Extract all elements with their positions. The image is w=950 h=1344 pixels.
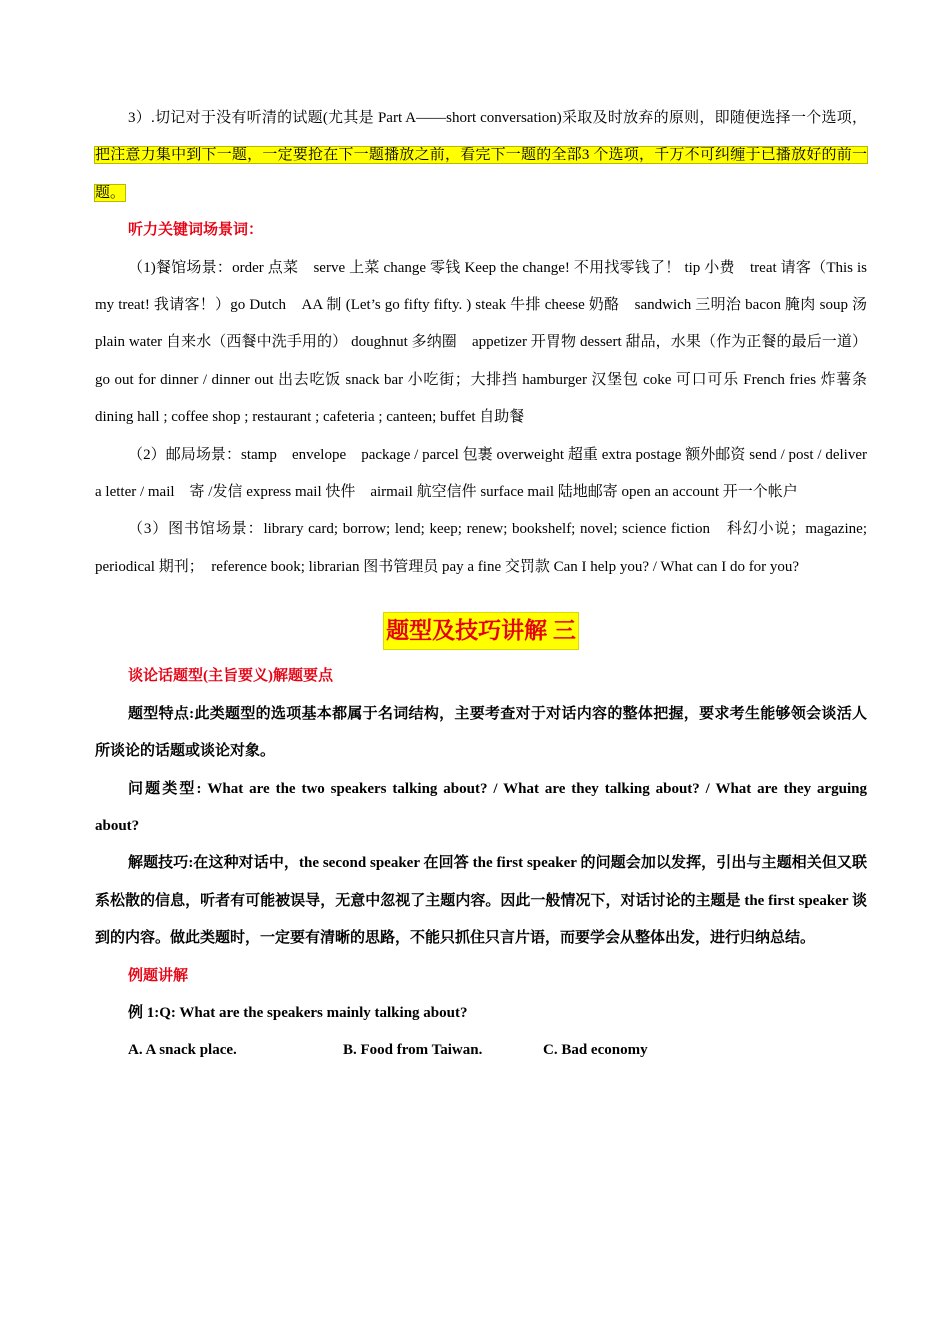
option-a: A. A snack place. (128, 1042, 237, 1059)
question-types: 问题类型: What are the two speakers talking about? / What are they talking about? / What are they arguing about? (95, 780, 867, 834)
question-features: 题型特点:此类题型的选项基本都属于名词结构，主要考查对于对话内容的整体把握，要求考生能够领会谈活人所谈论的话题或谈论对象。 (95, 705, 867, 760)
tip-highlight: 把注意力集中到下一题，一定要抢在下一题播放之前，看完下一题的全部3 个选项，千万不可纠缠于已播放好的前一题。 (95, 147, 867, 201)
tip-text: 3）.切记对于没有听清的试题(尤其是 Part A——short conversation)采取及时放弃的原则，即随便选择一个选项， (128, 110, 867, 126)
tip-paragraph-3 (95, 100, 867, 212)
example-question: 例 1:Q: What are the speakers mainly talking about? (128, 1004, 468, 1021)
section-title: 题型及技巧讲解 三 (383, 612, 579, 650)
section-title-box (95, 612, 867, 652)
section-subhead: 谈论话题型(主旨要义)解题要点 (128, 668, 333, 685)
vocab-restaurant: （1)餐馆场景：order 点菜 serve 上菜 change 零钱 Keep the change! 不用找零钱了！ tip 小费 treat 请客（This is my treat! 我请客！）go Dutch AA 制 (Let’s go fifty fifty. ) steak 牛排 cheese 奶酪 sandwich 三明治 bacon 腌肉 soup 汤 plain water 自来水（西餐中洗手用的） doughnut 多纳圈 appetizer 开胃物 dessert 甜品，水果（作为正餐的最后一道） go out for dinner / dinner out 出去吃饭 snack bar 小吃街；大排挡 hamburger 汉堡包 coke 可口可乐 French fries 炸薯条 dining hall ; coffee shop ; restaurant ; cafeteria ; canteen; buffet 自助餐 (95, 259, 867, 426)
vocab-library: （3）图书馆场景：library card; borrow; lend; keep; renew; bookshelf; novel; science fiction 科幻小说；magazine; periodical 期刊； reference book; librarian 图书管理员 pay a fine 交罚款 Can I help you? / What can I do for you? (95, 521, 867, 575)
vocab-post-office: （2）邮局场景：stamp envelope package / parcel 包裹 overweight 超重 extra postage 额外邮资 send / post / deliver a letter / mail 寄 /发信 express mail 快件 airmail 航空信件 surface mail 陆地邮寄 open an account 开一个帐户 (95, 446, 867, 501)
solving-technique: 解题技巧:在这种对话中，the second speaker 在回答 the first speaker 的问题会加以发挥，引出与主题相关但又联系松散的信息，听者有可能被误导，无意中忽视了主题内容。因此一般情况下，对话讨论的主题是 the first speaker 谈到的内容。做此类题时，一定要有清晰的思路，不能只抓住只言片语，而要学会从整体出发，进行归纳总结。 (95, 855, 867, 947)
example-heading: 例题讲解 (128, 967, 189, 984)
option-c: C. Bad economy (543, 1042, 648, 1059)
option-b: B. Food from Taiwan. (343, 1042, 483, 1059)
vocab-heading: 听力关键词场景词： (128, 222, 264, 239)
example-options (95, 1032, 867, 1069)
document-page (95, 100, 867, 1070)
